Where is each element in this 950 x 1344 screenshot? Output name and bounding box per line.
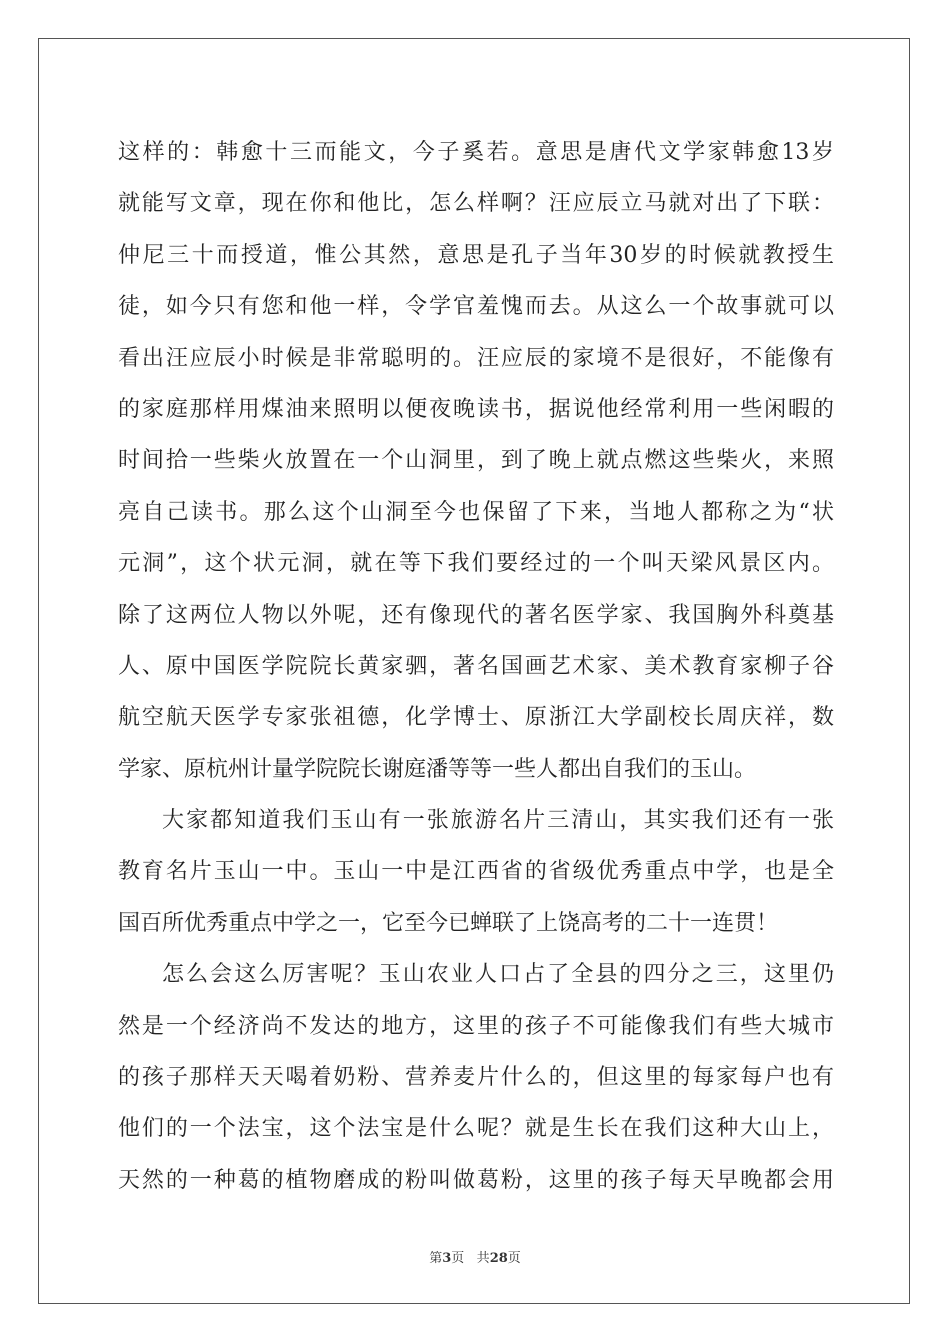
page-footer — [0, 1247, 950, 1266]
text-line: 的孩子那样天天喝着奶粉、营养麦片什么的，但这里的每家每户也有 — [118, 1065, 834, 1091]
text-line: 亮自己读书。那么这个山洞至今也保留了下来，当地人都称之为“状 — [118, 499, 834, 525]
text-line: 除了这两位人物以外呢，还有像现代的著名医学家、我国胸外科奠基 — [118, 602, 834, 628]
page-number: 3 — [442, 1251, 452, 1266]
text-line: 国百所优秀重点中学之一，它至今已蝉联了上饶高考的二十一连贯！ — [118, 910, 779, 936]
text-line: 他们的一个法宝，这个法宝是什么呢？就是生长在我们这种大山上， — [118, 1116, 834, 1142]
text-line: 这样的：韩愈十三而能文，今子奚若。意思是唐代文学家韩愈13岁 — [118, 140, 834, 165]
total-pages: 28 — [489, 1251, 508, 1266]
text-line: 天然的一种葛的植物磨成的粉叫做葛粉，这里的孩子每天早晚都会用 — [118, 1167, 834, 1193]
body-text — [118, 127, 834, 1206]
page-suffix: 页 — [451, 1251, 465, 1266]
text-line: 看出汪应辰小时候是非常聪明的。汪应辰的家境不是很好，不能像有 — [118, 345, 834, 371]
text-line: 大家都知道我们玉山有一张旅游名片三清山，其实我们还有一张 — [162, 808, 834, 834]
text-line: 元洞”，这个状元洞，就在等下我们要经过的一个叫天梁风景区内。 — [118, 551, 834, 577]
total-prefix: 共 — [476, 1251, 490, 1266]
text-line: 的家庭那样用煤油来照明以便夜晚读书，据说他经常利用一些闲暇的 — [118, 396, 834, 422]
text-line: 时间拾一些柴火放置在一个山洞里，到了晚上就点燃这些柴火，来照 — [118, 448, 834, 474]
text-line: 航空航天医学专家张祖德，化学博士、原浙江大学副校长周庆祥，数 — [118, 705, 834, 731]
total-suffix: 页 — [507, 1251, 521, 1266]
text-line: 人、原中国医学院院长黄家驷，著名国画艺术家、美术教育家柳子谷 — [118, 653, 834, 679]
text-line: 学家、原杭州计量学院院长谢庭潘等等一些人都出自我们的玉山。 — [118, 756, 757, 782]
text-line: 然是一个经济尚不发达的地方，这里的孩子不可能像我们有些大城市 — [118, 1013, 834, 1039]
text-line: 就能写文章，现在你和他比，怎么样啊？汪应辰立马就对出了下联： — [118, 191, 834, 217]
text-line: 徒，如今只有您和他一样，令学官羞愧而去。从这么一个故事就可以 — [118, 294, 834, 320]
text-line: 仲尼三十而授道，惟公其然，意思是孔子当年30岁的时候就教授生 — [118, 242, 834, 268]
text-line: 怎么会这么厉害呢？玉山农业人口占了全县的四分之三，这里仍 — [162, 962, 834, 988]
page-prefix: 第 — [429, 1251, 443, 1266]
text-line: 教育名片玉山一中。玉山一中是江西省的省级优秀重点中学，也是全 — [118, 859, 834, 885]
